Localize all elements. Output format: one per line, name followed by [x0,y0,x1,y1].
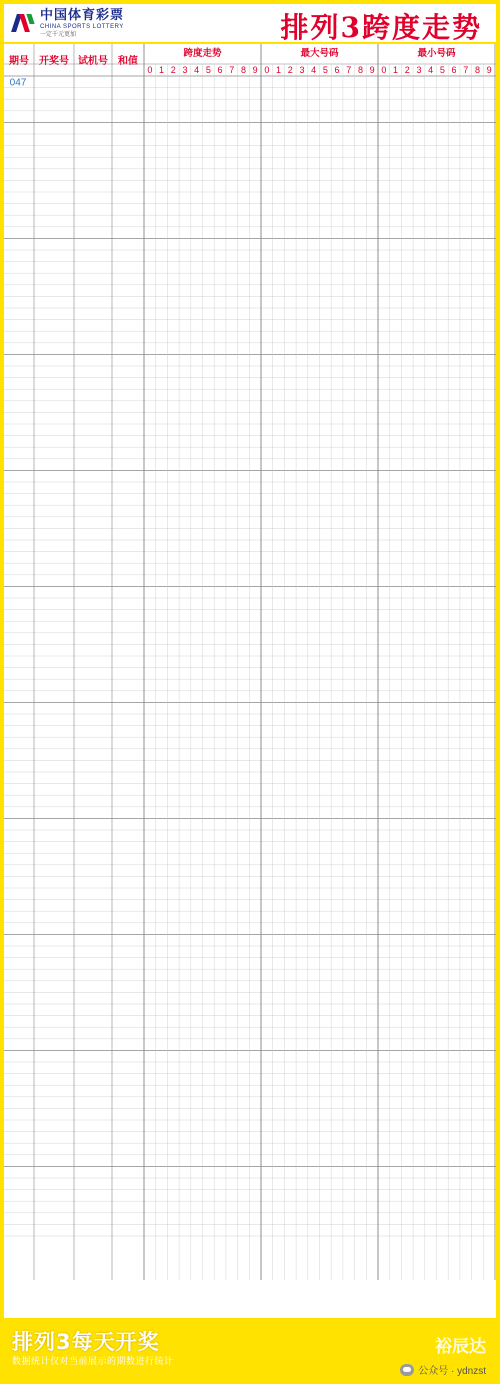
trend-table [4,44,496,1319]
header-test: 试机号 [78,56,108,67]
digit-label-min-8: 8 [474,65,480,75]
digit-label-max-8: 8 [357,65,363,75]
digit-label-min-0: 0 [381,65,387,75]
header-span-zone: 跨度走势 [183,48,222,59]
lottery-logo-icon [12,11,36,35]
period-id: 047 [9,77,27,89]
grid-lines [4,44,496,1280]
digit-label-span-4: 4 [194,65,200,75]
digit-label-max-5: 5 [322,65,328,75]
digit-label-span-7: 7 [229,65,235,75]
digit-label-span-2: 2 [170,65,176,75]
digit-label-span-0: 0 [147,65,153,75]
lottery-logo [12,9,124,38]
digit-label-max-0: 0 [264,65,270,75]
digit-label-max-7: 7 [346,65,352,75]
digit-label-min-3: 3 [416,65,422,75]
trend-grid [4,44,496,1319]
page-title: 排列3跨度走势 [280,11,482,44]
digit-label-min-4: 4 [428,65,434,75]
digit-label-span-6: 6 [217,65,223,75]
digit-label-min-7: 7 [463,65,469,75]
digit-label-min-2: 2 [404,65,410,75]
header-draw: 开奖号 [39,56,69,67]
digit-label-min-1: 1 [393,65,399,75]
digit-label-span-3: 3 [182,65,188,75]
logo-slogan-text: 一定千元更加 [40,31,77,38]
digit-label-max-6: 6 [334,65,340,75]
header-period: 期号 [9,56,29,67]
digit-label-min-5: 5 [439,65,445,75]
digit-label-max-2: 2 [287,65,293,75]
header-min-zone: 最小号码 [417,48,456,59]
footer-wechat [400,1362,486,1377]
digit-label-span-8: 8 [240,65,246,75]
digit-label-max-9: 9 [369,65,375,75]
digit-label-span-5: 5 [205,65,211,75]
footer-brand: 裕辰达 [435,1337,486,1356]
logo-chinese-text: 中国体育彩票 [40,7,125,23]
footer-banner [0,1318,500,1384]
header-max-zone: 最大号码 [300,48,339,59]
digit-label-max-3: 3 [299,65,305,75]
logo-english-text: CHINA SPORTS LOTTERY [40,23,124,30]
digit-label-span-9: 9 [252,65,258,75]
digit-label-max-1: 1 [276,65,282,75]
header-bar [4,4,496,42]
footer-note: 数据统计仅对当前展示的期数进行统计 [12,1356,174,1366]
digit-label-min-6: 6 [451,65,457,75]
digit-label-max-4: 4 [311,65,317,75]
wechat-icon [400,1364,414,1376]
digit-label-min-9: 9 [486,65,492,75]
wechat-account-text: 公众号 · ydnzst [418,1366,486,1377]
header-sum: 和值 [118,56,138,67]
digit-label-span-1: 1 [159,65,165,75]
footer-title: 排列3每天开奖 [12,1330,160,1354]
